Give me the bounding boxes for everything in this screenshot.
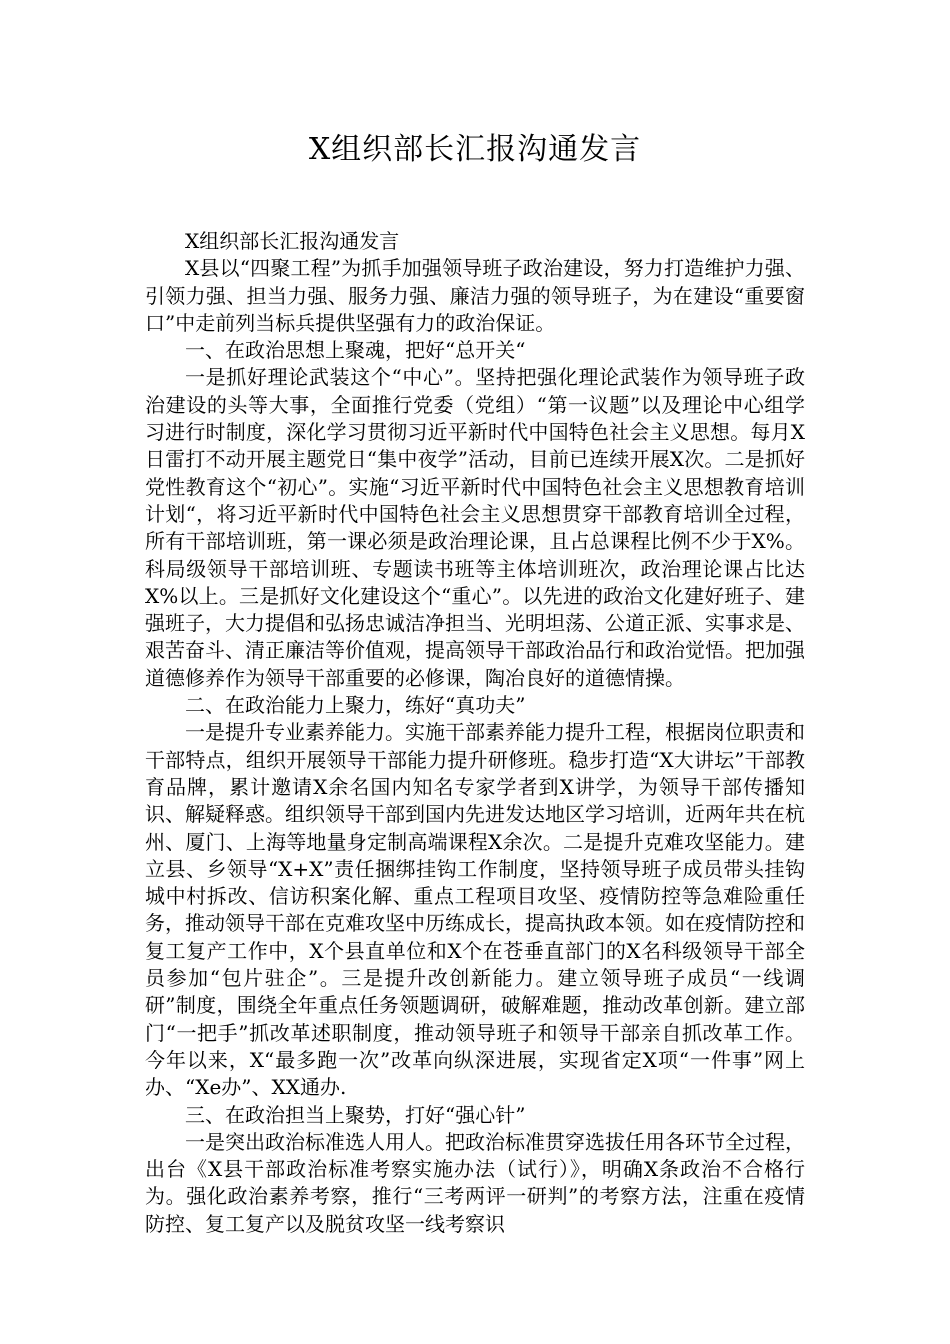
section-heading: 一、在政治思想上聚魂，把好“总开关“ (185, 338, 526, 363)
body-paragraph: 一是抓好理论武装这个“中心”。坚持把强化理论武装作为领导班子政治建设的头等大事，全面推行党委（党组）“第一议题”以及理论中心组学习进行时制度，深化学习贯彻习近平新时代中国特色社会主义思想。每月X日雷打不动开展主题党日“集中夜学”活动，目前已连续开展X次。二是抓好党性教育这个“初心”。实施“习近平新时代中国特色社会主义思想教育培训计划“，将习近平新时代中国特色社会主义思想贯穿干部教育培训全过程，所有干部培训班，第一课必须是政治理论课，且占总课程比例不少于X%。科局级领导干部培训班、专题读书班等主体培训班次，政治理论课占比达X%以上。三是抓好文化建设这个“重心”。以先进的政治文化建好班子、建强班子，大力提倡和弘扬忠诚洁净担当、光明坦荡、公道正派、实事求是、艰苦奋斗、清正廉洁等价值观，提高领导干部政治品行和政治觉悟。把加强道德修养作为领导干部重要的必修课，陶冶良好的道德情操。 (145, 365, 805, 690)
section-heading: 二、在政治能力上聚力，练好“真功夫” (185, 693, 526, 718)
body-paragraph: 一是突出政治标准选人用人。把政治标准贯穿选拔任用各环节全过程，出台《X县干部政治标准考察实施办法（试行）》，明确X条政治不合格行为。强化政治素养考察，推行“三考两评一研判”的考察方法，注重在疫情防控、复工复产以及脱贫攻坚一线考察识 (145, 1129, 805, 1236)
document-body (145, 228, 805, 1238)
body-paragraph: X县以“四聚工程”为抓手加强领导班子政治建设，努力打造维护力强、引领力强、担当力强、服务力强、廉洁力强的领导班子，为在建设“重要窗口”中走前列当标兵提供坚强有力的政治保证。 (145, 256, 805, 335)
document-title: X组织部长汇报沟通发言 (308, 132, 642, 167)
body-paragraph: X组织部长汇报沟通发言 (185, 229, 400, 253)
section-heading: 三、在政治担当上聚势，打好“强心针” (185, 1102, 526, 1127)
body-paragraph: 一是提升专业素养能力。实施干部素养能力提升工程，根据岗位职责和干部特点，组织开展领导干部能力提升研修班。稳步打造“X大讲坛”干部教育品牌，累计邀请X余名国内知名专家学者到X讲学，为领导干部传播知识、解疑释惑。组织领导干部到国内先进发达地区学习培训，近两年共在杭州、厦门、上海等地量身定制高端课程X余次。二是提升克难攻坚能力。建立县、乡领导“X+X”责任捆绑挂钩工作制度，坚持领导班子成员带头挂钩城中村拆改、信访积案化解、重点工程项目攻坚、疫情防控等急难险重任务，推动领导干部在克难攻坚中历练成长，提高执政本领。如在疫情防控和复工复产工作中，X个县直单位和X个在苍垂直部门的X名科级领导干部全员参加“包片驻企”。三是提升改创新能力。建立领导班子成员“一线调研”制度，围绕全年重点任务领题调研，破解难题，推动改革创新。建立部门“一把手”抓改革述职制度，推动领导班子和领导干部亲自抓改革工作。今年以来，X“最多跑一次”改革向纵深进展，实现省定X项“一件事”网上办、“Xe办”、XX通办. (145, 720, 805, 1100)
